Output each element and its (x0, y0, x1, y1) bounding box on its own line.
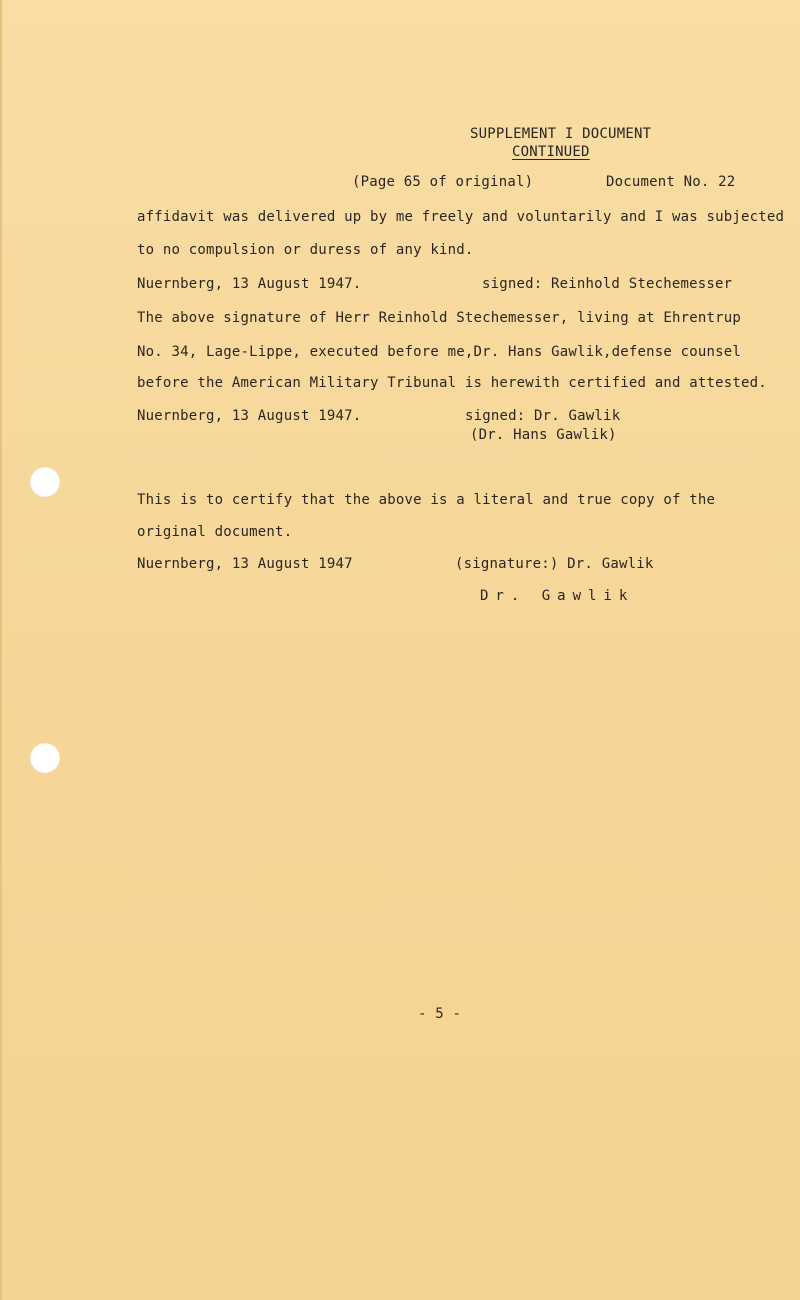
page-edge (0, 0, 2, 1300)
page-reference: (Page 65 of original) (352, 174, 534, 190)
punch-hole-top (30, 467, 60, 497)
certification-line-2: No. 34, Lage-Lippe, executed before me,Dr. Hans Gawlik,defense counsel (137, 344, 742, 360)
page-number: - 5 - (418, 1006, 462, 1022)
certification-line-3: before the American Military Tribunal is herewith certified and attested. (137, 375, 767, 391)
place-date-1: Nuernberg, 13 August 1947. (137, 276, 362, 292)
document-number: Document No. 22 (606, 174, 736, 190)
continued-heading: CONTINUED (512, 144, 590, 160)
signed-2: signed: Dr. Gawlik (465, 408, 621, 424)
place-date-2: Nuernberg, 13 August 1947. (137, 408, 362, 424)
punch-hole-bottom (30, 743, 60, 773)
signature-3: (signature:) Dr. Gawlik (455, 556, 654, 572)
signed-2-name: (Dr. Hans Gawlik) (470, 427, 617, 443)
place-date-3: Nuernberg, 13 August 1947 (137, 556, 353, 572)
signed-1: signed: Reinhold Stechemesser (482, 276, 733, 292)
copy-certification-line-2: original document. (137, 524, 293, 540)
copy-certification-line-1: This is to certify that the above is a literal and true copy of the (137, 492, 716, 508)
supplement-heading: SUPPLEMENT I DOCUMENT (470, 126, 652, 142)
paragraph-1-line-1: affidavit was delivered up by me freely and voluntarily and I was subjected (137, 209, 785, 225)
signature-4: Dr. Gawlik (480, 588, 635, 604)
paragraph-1-line-2: to no compulsion or duress of any kind. (137, 242, 474, 258)
certification-line-1: The above signature of Herr Reinhold Stechemesser, living at Ehrentrup (137, 310, 742, 326)
